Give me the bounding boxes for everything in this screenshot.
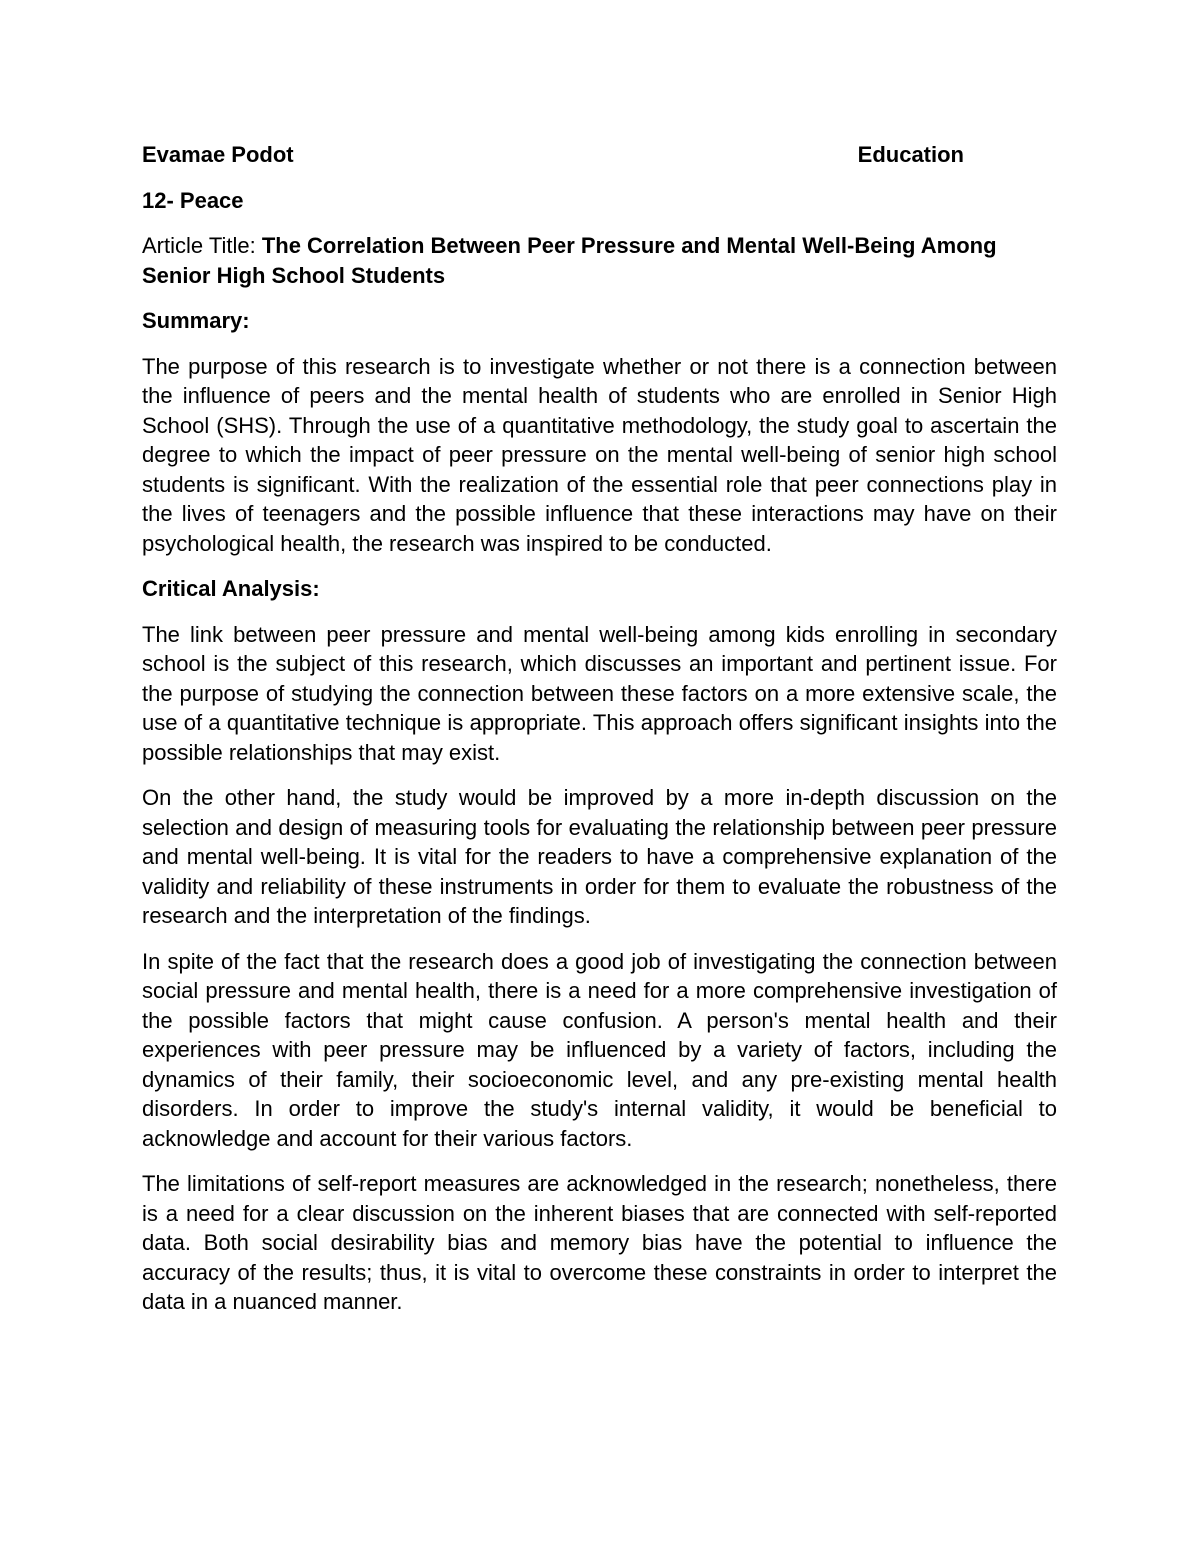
class-section: 12- Peace — [142, 187, 244, 213]
analysis-paragraph-4: The limitations of self-report measures are acknowledged in the research; nonetheless, there is a need for a clear discussion on the inherent biases that are connected with self-reported data. Both social desirability bias and memory bias have the potential to influence the accuracy of the results; thus, it is vital to overcome these constraints in order to interpret the data in a nuanced manner. — [142, 1171, 1057, 1314]
header-row — [142, 140, 964, 170]
author-name: Evamae Podot — [142, 142, 294, 167]
article-title-line — [142, 231, 1057, 290]
document-page — [142, 140, 1057, 1333]
article-title-label: Article Title: — [142, 233, 262, 258]
analysis-paragraph-3: In spite of the fact that the research does a good job of investigating the connection between social pressure and mental health, there is a need for a more comprehensive investigation of the possible factors that might cause confusion. A person's mental health and their experiences with peer pressure may be influenced by a variety of factors, including the dynamics of their family, their socioeconomic level, and any pre-existing mental health disorders. In order to improve the study's internal validity, it would be beneficial to acknowledge and account for their various factors. — [142, 948, 1057, 1151]
analysis-paragraph-1: The link between peer pressure and mental well-being among kids enrolling in secondary school is the subject of this research, which discusses an important and pertinent issue. For the purpose of studying the connection between these factors on a more extensive scale, the use of a quantitative technique is appropriate. This approach offers significant insights into the possible relationships that may exist. — [142, 621, 1057, 765]
subject-label: Education — [857, 142, 964, 167]
summary-paragraph: The purpose of this research is to investigate whether or not there is a connection between the influence of peers and the mental health of students who are enrolled in Senior High School (SHS). Through the use of a quantitative methodology, the study goal to ascertain the degree to which the impact of peer pressure on the mental well-being of senior high school students is significant. With the realization of the essential role that peer connections play in the lives of teenagers and the possible influence that these interactions may have on their psychological health, the research was inspired to be conducted. — [142, 353, 1057, 556]
article-title: The Correlation Between Peer Pressure and Mental Well-Being Among Senior High School Students — [142, 233, 997, 288]
summary-heading: Summary: — [142, 308, 250, 333]
critical-analysis-heading: Critical Analysis: — [142, 576, 320, 601]
analysis-paragraph-2: On the other hand, the study would be improved by a more in-depth discussion on the selection and design of measuring tools for evaluating the relationship between peer pressure and mental well-being. It is vital for the readers to have a comprehensive explanation of the validity and reliability of these instruments in order for them to evaluate the robustness of the research and the interpretation of the findings. — [142, 785, 1057, 928]
